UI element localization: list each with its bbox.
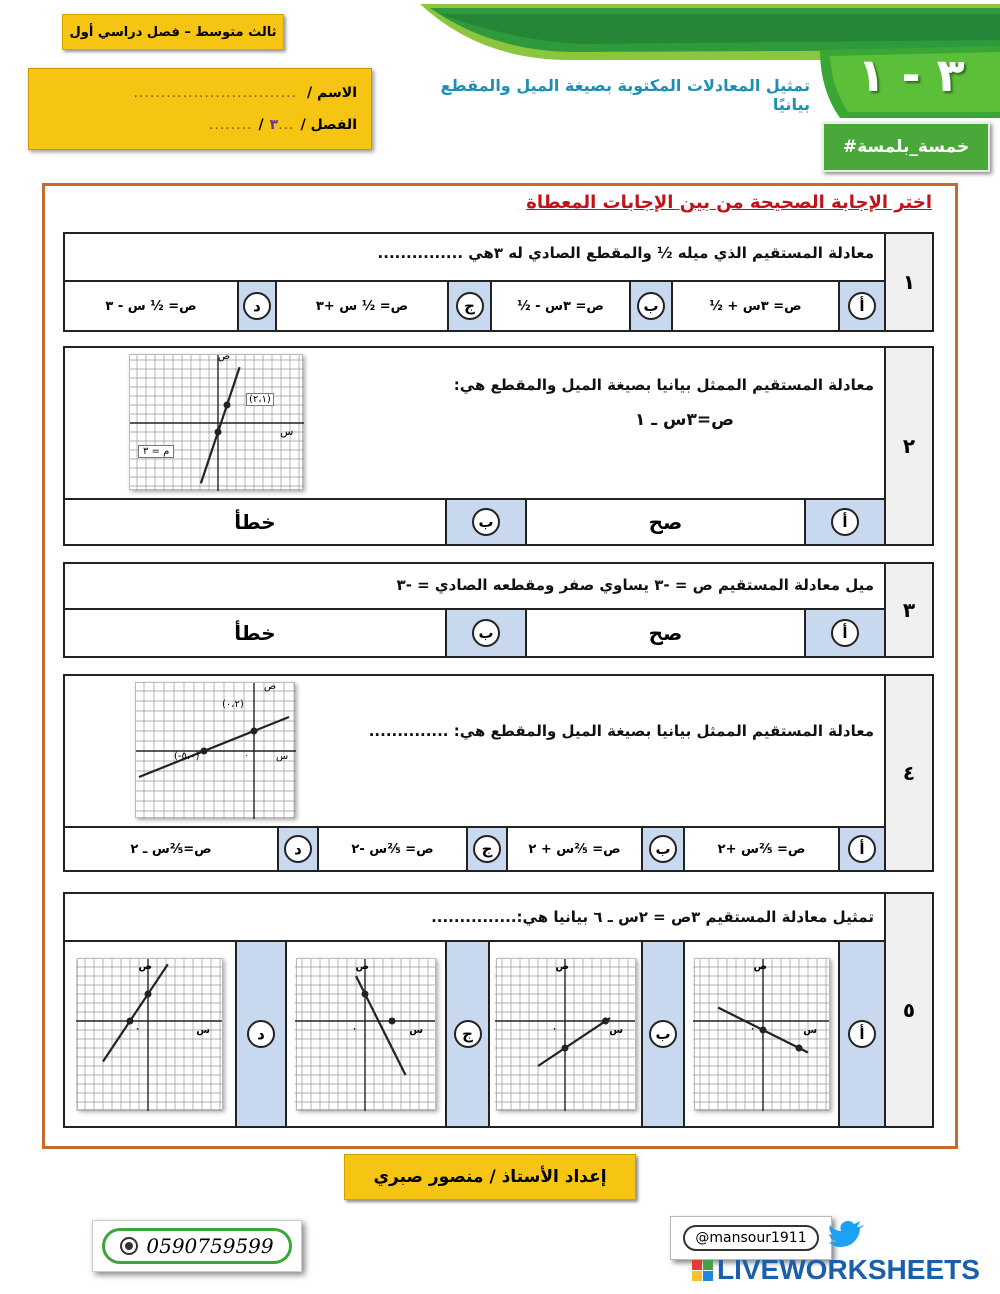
origin-label: ٠ <box>551 1024 557 1033</box>
instructions: اختر الإجابة الصحيحة من بين الإجابات المعطاة <box>526 192 932 213</box>
q2-axis-x-label: س <box>280 425 294 438</box>
q4-opt-a-circle: أ <box>848 835 876 863</box>
q4-axis-y-label: ص <box>264 681 277 692</box>
q2-slope-label: م = ٣ <box>138 445 174 458</box>
graph-point <box>145 991 152 998</box>
q3-box <box>63 562 886 658</box>
q4-opt-d-label[interactable] <box>279 828 319 870</box>
q3-text: ميل معادلة المستقيم ص = -٣ يساوي صفر ومقطعه الصادي = -٣ <box>396 576 874 594</box>
q3-number <box>884 562 934 658</box>
q4-opt-d-circle: د <box>284 835 312 863</box>
q5-number <box>884 892 934 1128</box>
q1-opt-c-circle: ج <box>456 292 484 320</box>
phone-number: 0590759599 <box>146 1234 274 1258</box>
q5-opt-a-label[interactable] <box>840 942 884 1126</box>
q2-equation: ص=٣س ـ ١ <box>634 410 734 430</box>
q5-opt-d-label[interactable] <box>237 942 287 1126</box>
graph-point <box>224 402 231 409</box>
graph-line <box>356 976 406 1075</box>
q5-box <box>63 892 886 1128</box>
q4-number <box>884 674 934 872</box>
q1-opt-d-label[interactable] <box>239 282 277 330</box>
q1-opt-d-circle: د <box>243 292 271 320</box>
axis-x-label: س <box>608 1025 623 1036</box>
q1-opt-a-circle: أ <box>848 292 876 320</box>
q3-opt-b-circle: ب <box>472 619 500 647</box>
graph-point <box>201 748 208 755</box>
q1-opt-b-text[interactable]: ص= ٣س - ½ <box>492 282 631 330</box>
liveworksheets-logo <box>692 1254 980 1286</box>
axis-x-label: س <box>196 1025 210 1036</box>
q1-opt-d-text[interactable]: ص= ½ س - ٣ <box>65 282 239 330</box>
q2-text: معادلة المستقيم الممثل بيانيا بصيغة الميل والمقطع هي: <box>453 376 874 394</box>
q1-opt-a-text[interactable]: ص= ٣س + ½ <box>673 282 840 330</box>
q5-number-text: ٥ <box>902 998 916 1022</box>
q3-opt-a-text[interactable]: صح <box>527 610 806 656</box>
q1-box <box>63 232 886 332</box>
q4-graph-svg <box>136 683 296 819</box>
q4-opt-a-label[interactable] <box>840 828 884 870</box>
name-label: الاسم / <box>307 85 357 101</box>
graph-point <box>251 728 258 735</box>
graph-point <box>602 1018 609 1025</box>
q3-opt-b-label[interactable] <box>447 610 527 656</box>
q1-opt-b-circle: ب <box>637 292 665 320</box>
q3-opt-a-label[interactable] <box>806 610 884 656</box>
graph-point <box>215 429 222 436</box>
graph-point <box>759 1027 766 1034</box>
class-dots-a: ... <box>278 117 295 133</box>
q4-opt-c-text[interactable]: ص= ⅖س -٢ <box>319 828 468 870</box>
q2-axis-y-label: ص <box>218 351 231 362</box>
axis-y-label: ص <box>355 961 369 972</box>
q4-graph <box>135 682 295 818</box>
graph-point <box>362 991 369 998</box>
q1-number <box>884 232 934 332</box>
q5-opt-a-circle: أ <box>848 1020 876 1048</box>
axis-y-label: ص <box>555 961 569 972</box>
q4-opt-c-label[interactable] <box>468 828 508 870</box>
axis-x-label: س <box>409 1025 423 1036</box>
class-separator: / <box>258 117 264 133</box>
q2-opt-b-label[interactable] <box>447 500 527 544</box>
q5-opt-d-circle: د <box>247 1020 275 1048</box>
class-label: الفصل / <box>300 117 357 133</box>
q1-opt-c-label[interactable] <box>449 282 492 330</box>
graph-point <box>127 1018 134 1025</box>
whatsapp-icon <box>120 1237 138 1255</box>
q2-number-text: ٢ <box>902 434 916 458</box>
q2-opt-b-text[interactable]: خطأ <box>65 500 447 544</box>
class-number: ٣ <box>269 117 279 133</box>
whatsapp-badge[interactable] <box>92 1220 302 1272</box>
graph-line <box>103 964 168 1061</box>
q4-opt-b-label[interactable] <box>643 828 685 870</box>
q4-axis-x-label: س <box>276 751 289 762</box>
axis-x-label: س <box>802 1025 817 1036</box>
q5-opt-a-graph <box>694 958 830 1110</box>
q5-opt-a-cell[interactable] <box>685 942 840 1126</box>
axis-y-label: ص <box>753 961 767 972</box>
liveworksheets-text: LIVEWORKSHEETS <box>717 1254 980 1285</box>
twitter-bird-icon <box>828 1216 868 1256</box>
q5-opt-d-graph-svg <box>76 959 222 1111</box>
q1-opt-c-text[interactable]: ص= ½ س +٣ <box>277 282 449 330</box>
q3-opt-a-circle: أ <box>831 619 859 647</box>
q2-opt-a-text[interactable]: صح <box>527 500 806 544</box>
q4-opt-b-circle: ب <box>649 835 677 863</box>
q1-number-text: ١ <box>902 270 916 294</box>
q2-number <box>884 346 934 546</box>
q5-opt-c-cell[interactable] <box>287 942 447 1126</box>
class-dots-b: ........ <box>208 117 253 133</box>
liveworksheets-badge-icon <box>692 1260 713 1281</box>
q5-opt-b-graph <box>496 958 636 1110</box>
q1-opt-a-label[interactable] <box>840 282 884 330</box>
graph-point <box>795 1045 802 1052</box>
class-row <box>43 109 357 141</box>
hashtag-badge <box>822 122 990 172</box>
name-row <box>43 77 357 109</box>
q5-opt-d-cell[interactable] <box>65 942 237 1126</box>
q5-opt-a-graph-svg <box>693 959 829 1111</box>
q2-graph <box>129 351 303 490</box>
lesson-title: تمثيل المعادلات المكتوبة بصيغة الميل والمقطع بيانيًا <box>440 76 810 114</box>
q5-text: تمثيل معادلة المستقيم ٣ص = ٢س ـ ٦ بيانيا هي:............... <box>431 908 874 926</box>
q5-opt-c-label[interactable] <box>447 942 490 1126</box>
q1-text: معادلة المستقيم الذي ميله ½ والمقطع الصادي له ٣هي ............... <box>377 244 874 262</box>
q2-box <box>63 346 886 546</box>
q5-opt-b-graph-svg <box>495 959 635 1111</box>
hashtag-text: #خمسة_بلمسة <box>842 137 970 157</box>
author-credit <box>344 1154 636 1200</box>
twitter-handle: @mansour1911 <box>683 1225 818 1251</box>
q5-opt-b-cell[interactable] <box>490 942 643 1126</box>
q4-box <box>63 674 886 872</box>
q2-graph-svg <box>130 355 304 491</box>
q2-opt-a-label[interactable] <box>806 500 884 544</box>
q5-opt-c-graph-svg <box>295 959 435 1111</box>
q5-opt-b-circle: ب <box>649 1020 677 1048</box>
q2-opt-b-circle: ب <box>472 508 500 536</box>
q4-text: معادلة المستقيم الممثل بيانيا بصيغة الميل والمقطع هي: .............. <box>368 722 874 740</box>
origin-label: ٠ <box>135 1024 140 1033</box>
q4-opt-b-text[interactable]: ص= ⅖س + ٢ <box>508 828 643 870</box>
q4-origin-label: ٠ <box>244 751 249 761</box>
q2-point-label: (٢،١) <box>246 393 274 406</box>
q4-point-b-label: (-٥،٠) <box>174 751 200 762</box>
lesson-number: ٣ - ١ <box>857 48 965 102</box>
q4-opt-a-text[interactable]: ص= ⅖س +٢ <box>685 828 840 870</box>
graph-point <box>389 1018 396 1025</box>
q1-opt-b-label[interactable] <box>631 282 673 330</box>
q5-opt-d-graph <box>77 958 223 1110</box>
q4-number-text: ٤ <box>902 761 916 785</box>
origin-label: ٠ <box>352 1024 357 1033</box>
origin-label: ٠ <box>749 1024 755 1033</box>
q4-point-a-label: (٠،٢) <box>222 699 244 710</box>
q4-opt-c-circle: ج <box>473 835 501 863</box>
q3-number-text: ٣ <box>902 598 916 622</box>
student-info-box <box>28 68 372 150</box>
graph-line <box>201 367 240 483</box>
q5-opt-c-graph <box>296 958 436 1110</box>
q4-opt-d-text[interactable]: ص=⅖س ـ ٢ <box>65 828 279 870</box>
q3-opt-b-text[interactable]: خطأ <box>65 610 447 656</box>
q2-opt-a-circle: أ <box>831 508 859 536</box>
q5-opt-b-label[interactable] <box>643 942 685 1126</box>
name-field[interactable]: .............................. <box>133 85 298 101</box>
grade-tag <box>62 14 284 50</box>
axis-y-label: ص <box>138 961 152 972</box>
grade-text: ثالث متوسط – فصل دراسي أول <box>69 24 277 40</box>
author-text: إعداد الأستاذ / منصور صبري <box>373 1167 607 1187</box>
q5-opt-c-circle: ج <box>454 1020 482 1048</box>
graph-point <box>561 1045 568 1052</box>
